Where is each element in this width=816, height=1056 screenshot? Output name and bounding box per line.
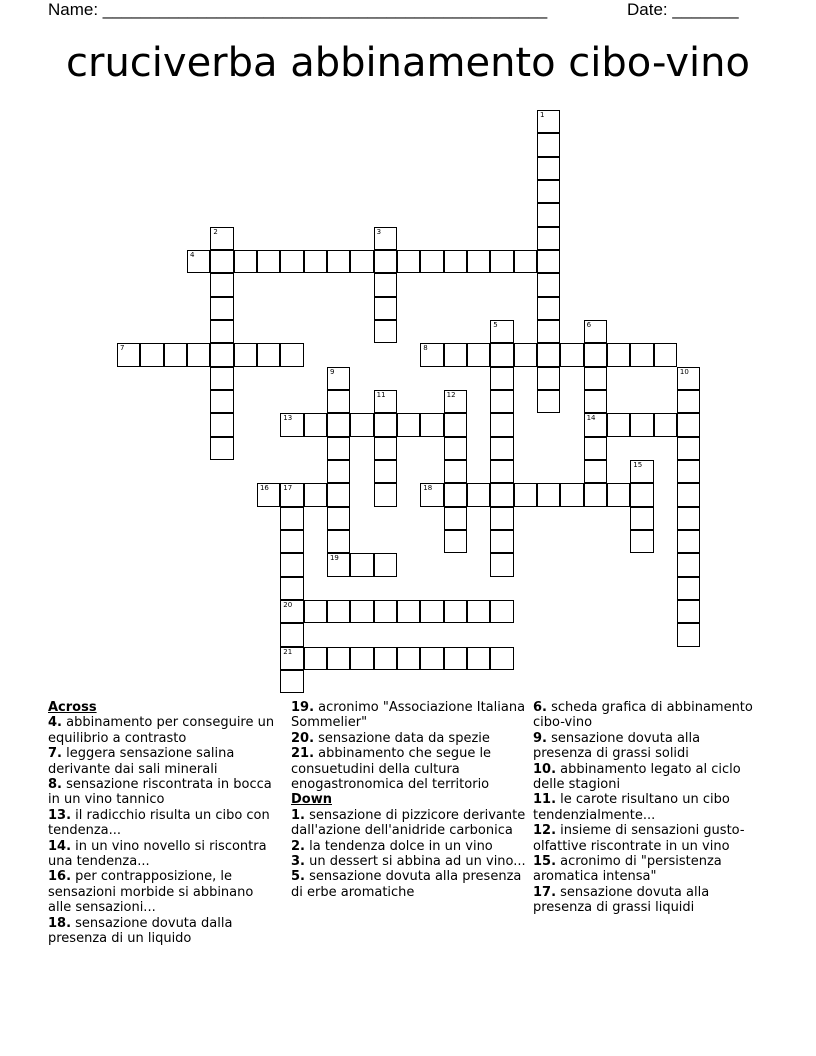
grid-cell[interactable]	[444, 483, 467, 506]
grid-cell[interactable]	[467, 647, 490, 670]
cell-number: 17	[283, 484, 293, 493]
grid-cell[interactable]	[537, 320, 560, 343]
grid-cell[interactable]	[117, 343, 140, 366]
grid-cell[interactable]	[234, 343, 257, 366]
grid-cell[interactable]	[630, 530, 653, 553]
grid-cell[interactable]	[537, 297, 560, 320]
grid-cell[interactable]	[420, 343, 443, 366]
grid-cell[interactable]	[444, 507, 467, 530]
clue-item	[291, 839, 526, 854]
clue-item	[533, 792, 763, 823]
grid-cell[interactable]	[514, 250, 537, 273]
cell-number: 6	[586, 320, 592, 329]
grid-cell[interactable]	[467, 600, 490, 623]
clue-number: 13.	[48, 807, 72, 823]
clue-item	[533, 731, 763, 762]
clue-item	[533, 823, 763, 854]
clue-item	[48, 869, 278, 915]
grid-cell[interactable]	[654, 343, 677, 366]
grid-cell[interactable]	[327, 530, 350, 553]
grid-cell[interactable]	[537, 367, 560, 390]
grid-cell[interactable]	[490, 483, 513, 506]
grid-cell[interactable]	[420, 600, 443, 623]
grid-cell[interactable]	[677, 437, 700, 460]
grid-cell[interactable]	[444, 600, 467, 623]
grid-cell[interactable]	[187, 343, 210, 366]
grid-cell[interactable]	[350, 250, 373, 273]
grid-cell[interactable]	[397, 413, 420, 436]
grid-cell[interactable]	[560, 343, 583, 366]
grid-cell[interactable]	[420, 483, 443, 506]
clue-item	[533, 854, 763, 885]
grid-cell[interactable]	[350, 647, 373, 670]
grid-cell[interactable]	[607, 413, 630, 436]
grid-cell[interactable]	[210, 250, 233, 273]
across-heading: Across	[48, 700, 97, 715]
clue-text: leggera sensazione salina derivante dai sali minerali	[48, 746, 235, 777]
grid-cell[interactable]	[537, 343, 560, 366]
grid-cell[interactable]	[490, 600, 513, 623]
cell-number: 2	[213, 227, 218, 236]
grid-cell[interactable]	[327, 437, 350, 460]
grid-cell[interactable]	[350, 600, 373, 623]
clues-column-1	[48, 700, 278, 947]
clue-number: 4.	[48, 715, 62, 731]
grid-cell[interactable]	[467, 483, 490, 506]
grid-cell[interactable]	[374, 227, 397, 250]
grid-cell[interactable]	[584, 320, 607, 343]
grid-cell[interactable]	[630, 483, 653, 506]
grid-cell[interactable]	[677, 530, 700, 553]
clue-text: insieme di sensazioni gusto-olfattive riscontrate in un vino	[533, 823, 745, 854]
grid-cell[interactable]	[397, 600, 420, 623]
clue-text: il radicchio risulta un cibo con tendenza...	[48, 807, 270, 839]
grid-cell[interactable]	[467, 343, 490, 366]
grid-cell[interactable]	[444, 413, 467, 436]
grid-cell[interactable]	[630, 343, 653, 366]
grid-cell[interactable]	[210, 390, 233, 413]
clue-text: scheda grafica di abbinamento cibo-vino	[533, 700, 753, 731]
cell-number: 20	[283, 600, 293, 609]
clue-text: le carote risultano un cibo tendenzialmente...	[533, 792, 730, 823]
clue-number: 7.	[48, 746, 62, 762]
clue-text: per contrapposizione, le sensazioni morbide si abbinano alle sensazioni...	[48, 869, 254, 916]
grid-cell[interactable]	[537, 227, 560, 250]
grid-cell[interactable]	[397, 250, 420, 273]
clue-number: 21.	[291, 746, 315, 762]
grid-cell[interactable]	[514, 483, 537, 506]
grid-cell[interactable]	[490, 343, 513, 366]
grid-cell[interactable]	[187, 250, 210, 273]
clue-item	[48, 916, 278, 947]
cell-number: 18	[423, 484, 433, 493]
grid-cell[interactable]	[677, 460, 700, 483]
grid-cell[interactable]	[677, 367, 700, 390]
clue-text: abbinamento per conseguire un equilibrio a contrasto	[48, 715, 275, 746]
clue-number: 19.	[291, 700, 315, 715]
clue-item	[291, 746, 526, 792]
grid-cell[interactable]	[350, 553, 373, 576]
grid-cell[interactable]	[607, 343, 630, 366]
clue-text: sensazione data da spezie	[314, 730, 490, 746]
grid-cell[interactable]	[397, 647, 420, 670]
grid-cell[interactable]	[490, 460, 513, 483]
grid-cell[interactable]	[490, 437, 513, 460]
cell-number: 1	[539, 111, 545, 119]
grid-cell[interactable]	[374, 297, 397, 320]
grid-cell[interactable]	[514, 343, 537, 366]
clue-number: 8.	[48, 777, 62, 793]
date-line: _______	[672, 0, 739, 19]
cell-number: 16	[259, 484, 269, 493]
clue-number: 20.	[291, 730, 315, 746]
grid-cell[interactable]	[490, 647, 513, 670]
clue-number: 17.	[533, 884, 557, 900]
grid-cell[interactable]	[537, 133, 560, 156]
grid-cell[interactable]	[374, 273, 397, 296]
clue-text: sensazione dovuta alla presenza di grassi liquidi	[533, 884, 710, 916]
clue-number: 11.	[533, 792, 557, 808]
cell-number: 13	[283, 414, 293, 423]
grid-cell[interactable]	[257, 343, 280, 366]
grid-cell[interactable]	[630, 507, 653, 530]
clue-list-across-1	[48, 715, 278, 946]
grid-cell[interactable]	[280, 623, 303, 646]
clue-text: la tendenza dolce in un vino	[304, 838, 493, 854]
grid-cell[interactable]	[444, 250, 467, 273]
grid-cell[interactable]	[537, 110, 560, 133]
grid-cell[interactable]	[210, 297, 233, 320]
grid-cell[interactable]	[327, 600, 350, 623]
grid-cell[interactable]	[584, 343, 607, 366]
grid-cell[interactable]	[327, 647, 350, 670]
grid-cell[interactable]	[140, 343, 163, 366]
clue-text: sensazione dovuta dalla presenza di un liquido	[48, 915, 233, 947]
grid-cell[interactable]	[537, 203, 560, 226]
grid-cell[interactable]	[607, 483, 630, 506]
clue-number: 2.	[291, 838, 305, 854]
grid-cell[interactable]	[584, 483, 607, 506]
grid-cell[interactable]	[490, 320, 513, 343]
grid-cell[interactable]	[327, 553, 350, 576]
grid-cell[interactable]	[280, 530, 303, 553]
clue-item	[291, 731, 526, 746]
grid-cell[interactable]	[444, 437, 467, 460]
clues-column-2	[291, 700, 526, 900]
page-title: cruciverba abbinamento cibo-vino	[66, 40, 750, 86]
grid-cell[interactable]	[420, 413, 443, 436]
grid-cell[interactable]	[210, 320, 233, 343]
grid-cell[interactable]	[677, 553, 700, 576]
clue-text: sensazione dovuta alla presenza di erbe aromatiche	[291, 869, 522, 900]
clue-number: 12.	[533, 823, 557, 839]
grid-cell[interactable]	[304, 600, 327, 623]
clue-item	[48, 746, 278, 777]
grid-cell[interactable]	[584, 390, 607, 413]
clue-text: in un vino novello si riscontra una tendenza...	[48, 838, 267, 870]
grid-cell[interactable]	[210, 343, 233, 366]
grid-cell[interactable]	[560, 483, 583, 506]
cell-number: 14	[586, 414, 596, 423]
grid-cell[interactable]	[280, 413, 303, 436]
grid-cell[interactable]	[304, 483, 327, 506]
grid-cell[interactable]	[374, 600, 397, 623]
grid-cell[interactable]	[374, 437, 397, 460]
clue-number: 1.	[291, 807, 305, 823]
clue-item	[533, 885, 763, 916]
grid-cell[interactable]	[490, 250, 513, 273]
cell-number: 10	[679, 367, 689, 376]
clue-text: acronimo "Associazione Italiana Sommelier"	[291, 700, 526, 731]
grid-cell[interactable]	[374, 460, 397, 483]
grid-cell[interactable]	[304, 647, 327, 670]
grid-cell[interactable]	[280, 577, 303, 600]
clue-text: sensazione riscontrata in bocca in un vino tannico	[48, 777, 272, 808]
clue-text: acronimo di "persistenza aromatica intensa"	[533, 854, 722, 885]
grid-cell[interactable]	[677, 413, 700, 436]
clue-item	[48, 839, 278, 870]
grid-cell[interactable]	[210, 413, 233, 436]
clue-list-across-2	[291, 700, 526, 792]
grid-cell[interactable]	[677, 577, 700, 600]
grid-cell[interactable]	[490, 530, 513, 553]
clue-item	[533, 700, 763, 731]
grid-cell[interactable]	[257, 483, 280, 506]
grid-cell[interactable]	[677, 390, 700, 413]
grid-cell[interactable]	[444, 530, 467, 553]
grid-cell[interactable]	[490, 507, 513, 530]
grid-cell[interactable]	[584, 437, 607, 460]
grid-cell[interactable]	[420, 647, 443, 670]
cell-number: 11	[376, 390, 386, 399]
grid-cell[interactable]	[490, 367, 513, 390]
clue-text: abbinamento che segue le consuetudini della cultura enogastronomica del territorio	[291, 746, 492, 793]
name-label: Name:	[48, 0, 103, 19]
grid-cell[interactable]	[537, 273, 560, 296]
grid-cell[interactable]	[374, 250, 397, 273]
grid-cell[interactable]	[537, 157, 560, 180]
grid-cell[interactable]	[210, 367, 233, 390]
clue-number: 6.	[533, 700, 547, 715]
down-heading: Down	[291, 792, 332, 808]
grid-cell[interactable]	[630, 413, 653, 436]
grid-cell[interactable]	[490, 390, 513, 413]
cell-number: 19	[329, 554, 339, 563]
clue-number: 9.	[533, 730, 547, 746]
cell-number: 5	[493, 320, 498, 329]
grid-cell[interactable]	[280, 553, 303, 576]
clue-list-down-2	[533, 700, 763, 916]
clue-number: 18.	[48, 915, 72, 931]
cell-number: 8	[423, 344, 428, 353]
clue-text: abbinamento legato al ciclo delle stagioni	[533, 761, 741, 793]
clue-number: 16.	[48, 869, 72, 885]
grid-cell[interactable]	[537, 483, 560, 506]
grid-cell[interactable]	[584, 460, 607, 483]
clues-column-3	[533, 700, 763, 916]
cell-number: 9	[329, 367, 335, 376]
grid-cell[interactable]	[654, 413, 677, 436]
grid-cell[interactable]	[444, 343, 467, 366]
grid-cell[interactable]	[374, 553, 397, 576]
grid-cell[interactable]	[584, 367, 607, 390]
grid-cell[interactable]	[374, 647, 397, 670]
clue-item	[533, 762, 763, 793]
grid-cell[interactable]	[444, 460, 467, 483]
grid-cell[interactable]	[420, 250, 443, 273]
clue-number: 10.	[533, 761, 557, 777]
clue-number: 5.	[291, 869, 305, 885]
grid-cell[interactable]	[164, 343, 187, 366]
clue-item	[48, 777, 278, 808]
grid-cell[interactable]	[677, 600, 700, 623]
grid-cell[interactable]	[280, 647, 303, 670]
grid-cell[interactable]	[490, 553, 513, 576]
cell-number: 15	[633, 460, 643, 469]
cell-number: 21	[283, 647, 293, 656]
grid-cell[interactable]	[374, 413, 397, 436]
grid-cell[interactable]	[467, 250, 490, 273]
grid-cell[interactable]	[630, 460, 653, 483]
grid-cell[interactable]	[327, 483, 350, 506]
grid-cell[interactable]	[210, 227, 233, 250]
grid-cell[interactable]	[280, 507, 303, 530]
grid-cell[interactable]	[280, 600, 303, 623]
clue-text: sensazione di pizzicore derivante dall'azione dell'anidride carbonica	[291, 807, 526, 839]
clue-number: 14.	[48, 838, 72, 854]
grid-cell[interactable]	[280, 670, 303, 693]
grid-cell[interactable]	[304, 413, 327, 436]
grid-cell[interactable]	[537, 390, 560, 413]
clue-item	[48, 715, 278, 746]
grid-cell[interactable]	[677, 483, 700, 506]
clue-text: un dessert si abbina ad un vino...	[304, 854, 526, 870]
grid-cell[interactable]	[210, 437, 233, 460]
grid-cell[interactable]	[327, 507, 350, 530]
clue-item	[291, 869, 526, 900]
clue-text: sensazione dovuta alla presenza di grassi solidi	[533, 730, 701, 762]
grid-cell[interactable]	[327, 390, 350, 413]
grid-cell[interactable]	[374, 390, 397, 413]
grid-cell[interactable]	[677, 623, 700, 646]
grid-cell[interactable]	[234, 250, 257, 273]
date-label: Date:	[627, 0, 673, 19]
grid-cell[interactable]	[210, 273, 233, 296]
grid-cell[interactable]	[374, 483, 397, 506]
grid-cell[interactable]	[584, 413, 607, 436]
grid-cell[interactable]	[257, 250, 280, 273]
grid-cell[interactable]	[280, 250, 303, 273]
name-line: _______________________________________________	[102, 0, 548, 19]
grid-cell[interactable]	[490, 413, 513, 436]
grid-cell[interactable]	[374, 320, 397, 343]
clue-item	[291, 854, 526, 869]
grid-cell[interactable]	[537, 250, 560, 273]
clue-list-down-1	[291, 808, 526, 900]
cell-number: 7	[120, 344, 125, 353]
grid-cell[interactable]	[327, 413, 350, 436]
cell-number: 12	[446, 390, 456, 399]
grid-cell[interactable]	[327, 367, 350, 390]
grid-cell[interactable]	[677, 507, 700, 530]
grid-cell[interactable]	[444, 390, 467, 413]
clue-item	[291, 808, 526, 839]
grid-cell[interactable]	[444, 647, 467, 670]
grid-cell[interactable]	[327, 460, 350, 483]
cell-number: 3	[376, 227, 382, 236]
clue-item	[48, 808, 278, 839]
clue-number: 3.	[291, 854, 305, 870]
grid-cell[interactable]	[280, 343, 303, 366]
clue-number: 15.	[533, 854, 557, 870]
grid-cell[interactable]	[280, 483, 303, 506]
grid-cell[interactable]	[350, 413, 373, 436]
cell-number: 4	[189, 250, 195, 259]
grid-cell[interactable]	[304, 250, 327, 273]
clue-item	[291, 700, 526, 731]
grid-cell[interactable]	[327, 250, 350, 273]
grid-cell[interactable]	[537, 180, 560, 203]
